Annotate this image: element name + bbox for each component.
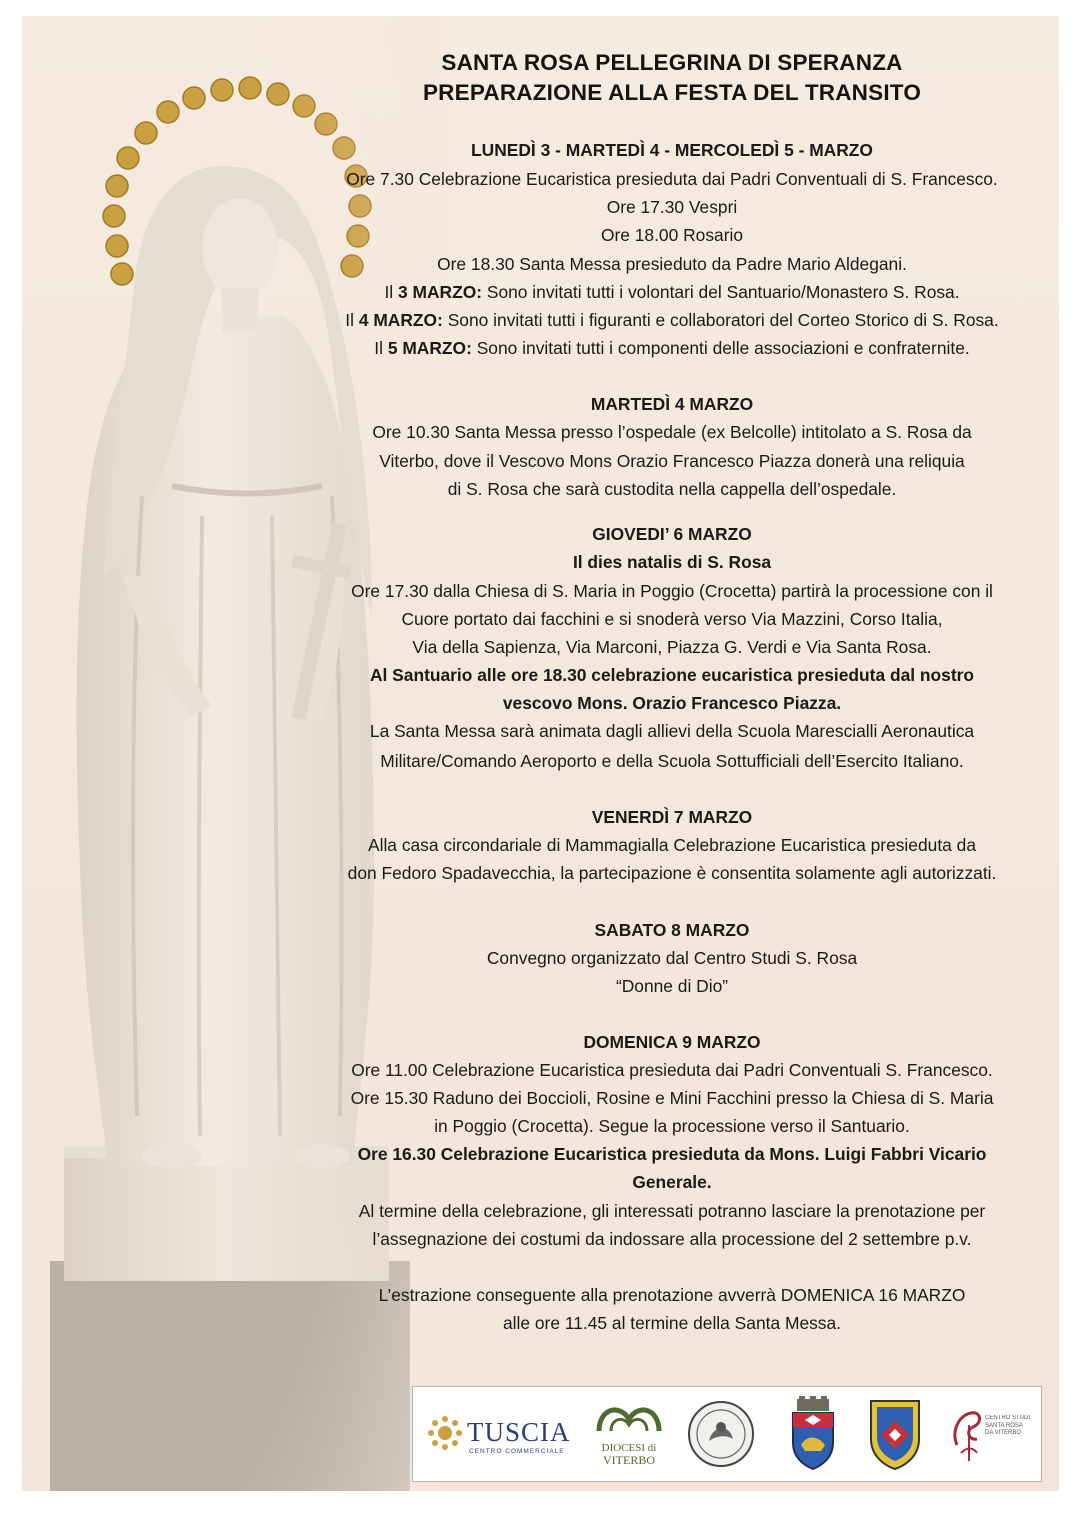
seal-logo	[683, 1395, 759, 1473]
section-4-heading: VENERDÌ 7 MARZO	[591, 807, 753, 827]
section-6-bold-line: Generale.	[632, 1172, 712, 1192]
section-3-bold-line: vescovo Mons. Orazio Francesco Piazza.	[502, 693, 842, 713]
section-3-line: Militare/Comando Aeroporto e della Scuola Sottufficiali dell’Esercito Italiano.	[380, 751, 964, 771]
poster-title-line-1: SANTA ROSA PELLEGRINA DI SPERANZA	[441, 50, 903, 75]
shield-logo	[865, 1395, 925, 1473]
section-5-heading: SABATO 8 MARZO	[594, 920, 750, 940]
section-3-subheading: Il dies natalis di S. Rosa	[572, 552, 772, 572]
section-6-line: in Poggio (Crocetta). Segue la processione verso il Santuario.	[434, 1116, 910, 1136]
poster-title-line-2: PREPARAZIONE ALLA FESTA DEL TRANSITO	[422, 80, 922, 105]
section-5-line: Convegno organizzato dal Centro Studi S. Rosa	[486, 948, 858, 968]
section-1-heading: LUNEDÌ 3 - MARTEDÌ 4 - MERCOLEDÌ 5 - MARZO	[471, 140, 873, 160]
sponsor-logos	[412, 1386, 1042, 1482]
section-6-bold-line: Ore 16.30 Celebrazione Eucaristica presieduta da Mons. Luigi Fabbri Vicario	[357, 1144, 987, 1164]
tuscia-subtitle: CENTRO COMMERCIALE	[469, 1448, 565, 1455]
section-6-line: Ore 11.00 Celebrazione Eucaristica presieduta dai Padri Conventuali S. Francesco.	[351, 1060, 993, 1080]
section-3-bold-line: Al Santuario alle ore 18.30 celebrazione eucaristica presieduta dal nostro	[369, 665, 975, 685]
section-2-heading: MARTEDÌ 4 MARZO	[590, 394, 754, 414]
section-1-line: Ore 17.30 Vespri	[606, 197, 738, 217]
poster	[22, 16, 1059, 1491]
section-4-line: don Fedoro Spadavecchia, la partecipazione è consentita solamente agli autorizzati.	[347, 863, 997, 883]
section-1-line: Ore 18.00 Rosario	[600, 225, 744, 245]
tuscia-name: TUSCIA	[467, 1417, 571, 1447]
section-4-line: Alla casa circondariale di Mammagialla Celebrazione Eucaristica presieduta da	[367, 835, 976, 855]
section-2-line: Ore 10.30 Santa Messa presso l’ospedale (ex Belcolle) intitolato a S. Rosa da	[372, 422, 972, 442]
section-3-line: Via della Sapienza, Via Marconi, Piazza G. Verdi e Via Santa Rosa.	[412, 637, 932, 657]
section-6-line: Ore 15.30 Raduno dei Boccioli, Rosine e Mini Facchini presso la Chiesa di S. Maria	[350, 1088, 994, 1108]
diocesi-viterbo-logo	[589, 1395, 669, 1473]
section-6-heading: DOMENICA 9 MARZO	[583, 1032, 761, 1052]
section-1-line: Ore 7.30 Celebrazione Eucaristica presieduta dai Padri Conventuali di S. Francesco.	[346, 169, 998, 189]
section-3-line: Cuore portato dai facchini e si snoderà verso Via Mazzini, Corso Italia,	[401, 609, 943, 629]
section-1-line: Ore 18.30 Santa Messa presieduto da Padre Mario Aldegani.	[437, 254, 907, 274]
diocesi-line-2: VITERBO	[603, 1453, 655, 1467]
section-1-march-3-note: Il 3 MARZO: Sono invitati tutti i volontari del Santuario/Monastero S. Rosa.	[384, 282, 960, 302]
section-3-line: La Santa Messa sarà animata dagli allievi della Scuola Marescialli Aeronautica	[369, 721, 975, 741]
section-3-line: Ore 17.30 dalla Chiesa di S. Maria in Poggio (Crocetta) partirà la processione con il	[351, 581, 993, 601]
tuscia-logo	[425, 1395, 575, 1473]
section-6-line: Al termine della celebrazione, gli interessati potranno lasciare la prenotazione per	[358, 1201, 986, 1221]
section-5-line: “Donne di Dio”	[615, 976, 729, 996]
section-6-line: l’assegnazione dei costumi da indossare alla processione del 2 settembre p.v.	[372, 1229, 972, 1249]
section-3-heading: GIOVEDI’ 6 MARZO	[592, 524, 752, 544]
section-6-line: alle ore 11.45 al termine della Santa Messa.	[502, 1313, 842, 1333]
section-1-march-4-note: Il 4 MARZO: Sono invitati tutti i figuranti e collaboratori del Corteo Storico di S. Rosa.	[345, 310, 999, 330]
viterbo-coat-of-arms	[783, 1395, 843, 1473]
section-2-line: Viterbo, dove il Vescovo Mons Orazio Francesco Piazza donerà una reliquia	[379, 451, 965, 471]
centro-studi-santa-rosa-logo	[947, 1395, 1033, 1473]
centro-studi-text: CENTRO STUDI SANTA ROSA DA VITERBO	[985, 1415, 1030, 1436]
section-1-march-5-note: Il 5 MARZO: Sono invitati tutti i componenti delle associazioni e confraternite.	[374, 338, 970, 358]
section-6-line: L’estrazione conseguente alla prenotazione avverrà DOMENICA 16 MARZO	[378, 1285, 966, 1305]
diocesi-line-1: DIOCESI di	[601, 1442, 657, 1454]
section-2-line: di S. Rosa che sarà custodita nella cappella dell’ospedale.	[447, 479, 897, 499]
